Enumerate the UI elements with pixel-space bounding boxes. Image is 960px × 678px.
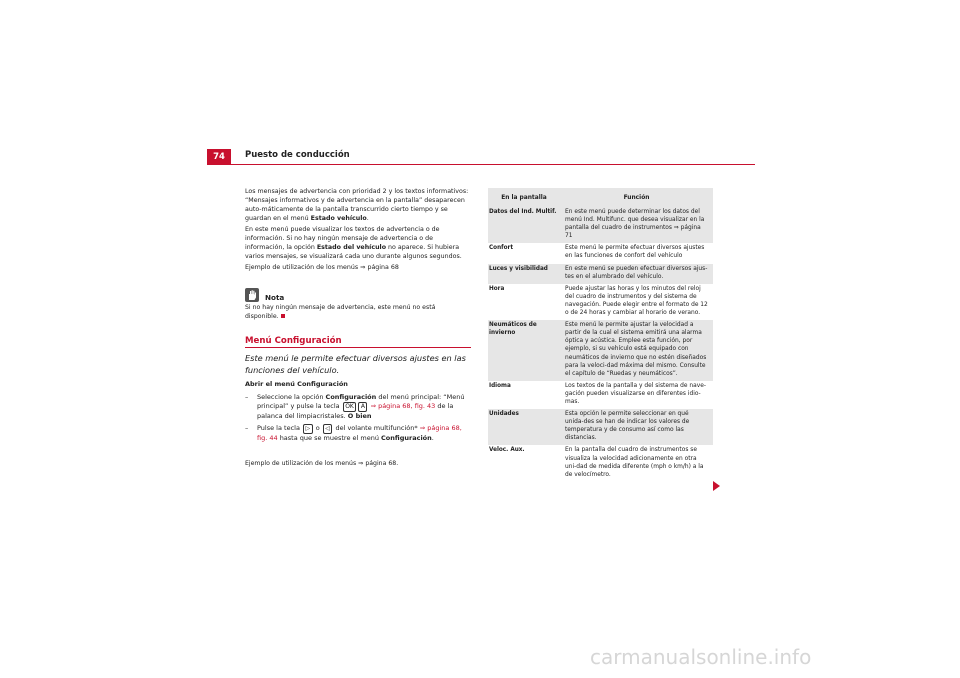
list-item: – Seleccione la opción Configuración del menú principal: “Menú principal” y pulse la tecla OK A ⇒ página 68, fig. 43 de la palanca del limpiacristales. O bien <box>245 392 465 420</box>
table-row: Idioma Los textos de la pantalla y del sistema de nave-gación pueden visualizarse en diferentes idio-mas. <box>489 382 706 405</box>
page-reference: Ejemplo de utilización de los menús ⇒ página 68 <box>245 264 399 272</box>
cross-reference[interactable]: ⇒ página 68, fig. 43 <box>370 402 436 411</box>
running-head: Puesto de conducción <box>245 150 350 160</box>
table-header <box>488 188 713 207</box>
end-marker-icon <box>281 314 285 318</box>
table-row: Luces y visibilidad En este menú se pueden efectuar diversos ajus-tes en el alumbrado del vehículo. <box>488 264 713 284</box>
page-number: 74 <box>207 149 231 165</box>
ok-key-icon: OK <box>343 402 357 412</box>
header-rule <box>207 164 755 165</box>
note-title: Nota <box>265 293 285 302</box>
section-subtitle: Este menú le permite efectuar diversos ajustes en las funciones del vehículo. <box>245 353 466 375</box>
column-header: Función <box>623 194 650 201</box>
paragraph: En este menú puede visualizar los textos de advertencia o de información. Si no hay ningún mensaje de advertencia o de información, la opción Estado del vehículo no aparece. Si hubiera varios mensajes, se visualizará cada uno durante algunos segundos. <box>245 226 462 260</box>
right-arrow-key-icon: ▷ <box>303 424 313 434</box>
instructions-title: Abrir el menú Configuración <box>245 380 348 388</box>
watermark: carmanualsonline.info <box>590 645 812 669</box>
column-header: En la pantalla <box>501 194 547 201</box>
table-row: Hora Puede ajustar las horas y los minutos del reloj del cuadro de instrumentos y del sistema de navegación. Puede elegir entre el formato de 12 o de 24 horas y cambiar al horario de verano. <box>489 285 708 317</box>
a-key-icon: A <box>358 402 367 412</box>
cross-reference[interactable]: ⇒ página 68, fig. 44 <box>257 424 462 442</box>
intro-text <box>245 188 471 276</box>
note-text: Si no hay ningún mensaje de advertencia, este menú no está disponible. <box>245 304 436 320</box>
left-arrow-key-icon: ◁ <box>323 424 333 434</box>
continue-arrow-icon <box>713 481 720 491</box>
page-reference: Ejemplo de utilización de los menús ⇒ página 68. <box>245 460 399 467</box>
paragraph: Los mensajes de advertencia con prioridad 2 y los textos informativos: “Mensajes informativos y de advertencia en la pantalla” desaparecen auto-máticamente de la pantalla transcurrido cierto tiempo y se guardan en el menú Estado vehículo. <box>245 188 469 222</box>
table-row: Veloc. Aux. En la pantalla del cuadro de instrumentos se visualiza la velocidad adicionamente en otra uni-dad de medida diferente (mph o km/h) a la de velocímetro. <box>489 447 704 478</box>
list-item: – Pulse la tecla ▷ o ◁ del volante multifunción* ⇒ página 68, fig. 44 hasta que se muestre el menú Configuración. <box>245 424 462 442</box>
table-row: Datos del Ind. Multif. En este menú puede determinar los datos del menú Ind. Multifunc. que desea visualizar en la pantalla del cuadro de instrumentos ⇒ página 71 <box>488 207 713 243</box>
instructions <box>245 380 471 447</box>
note-hand-icon <box>245 288 259 302</box>
table-row: Confort Este menú le permite efectuar diversos ajustes en las funciones de confort del vehículo <box>489 245 705 260</box>
section-heading: Menú Configuración <box>245 336 342 346</box>
section-rule <box>245 347 471 348</box>
table-row: Unidades Esta opción le permite seleccionar en qué unida-des se han de indicar los valores de temperatura y de consumo así como las distancias. <box>488 409 713 445</box>
settings-table <box>488 188 713 482</box>
table-row: Neumáticos de invierno Este menú le permite ajustar la velocidad a partir de la cual el sistema emitirá una alarma óptica y acústica. Emplee esta función, por ejemplo, si su vehículo está equipado con neumáticos de invierno que no estén diseñados para la veloci-dad máxima del mismo. Consulte el capítulo de “Ruedas y neumáticos”. <box>488 320 713 381</box>
